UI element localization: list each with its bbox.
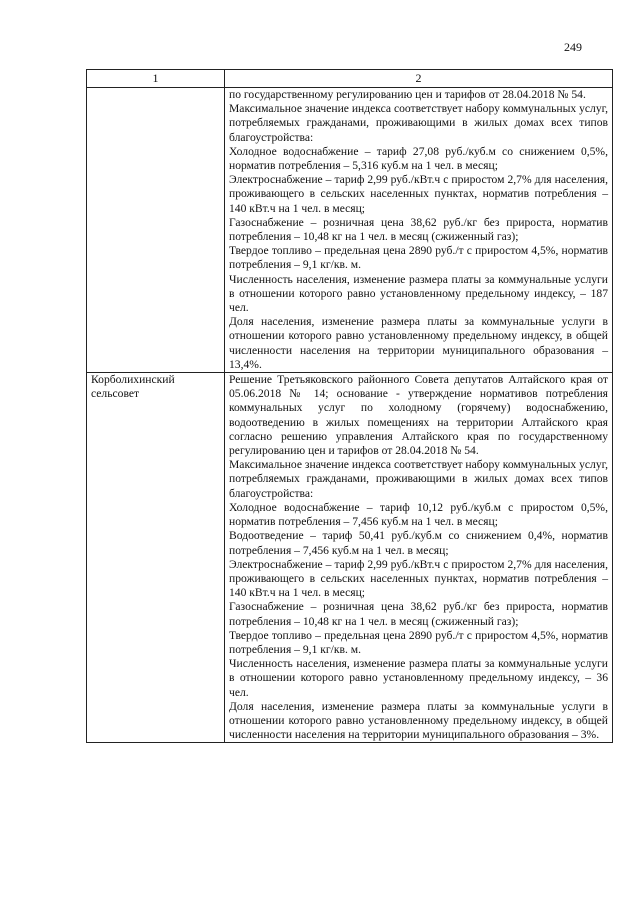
paragraph: Твердое топливо – предельная цена 2890 руб./т с приростом 4,5%, норматив потребления – 9,1 кг/кв. м.	[229, 628, 608, 656]
description-cell	[225, 373, 613, 743]
paragraph: Доля населения, изменение размера платы за коммунальные услуги в отношении которого равно установленному предельному индексу, в общей численности населения на территории муниципального образования – 3%.	[229, 699, 608, 742]
paragraph: Электроснабжение – тариф 2,99 руб./кВт.ч с приростом 2,7% для населения, проживающего в сельских населенных пунктах, норматив потребления – 140 кВт.ч на 1 чел. в месяц;	[229, 173, 608, 215]
column-header-2: 2	[225, 70, 613, 88]
page-number: 249	[564, 40, 582, 54]
paragraph: Численность населения, изменение размера платы за коммунальные услуги в отношении которого равно установленному предельному индексу, – 187 чел.	[229, 272, 608, 315]
paragraph: Численность населения, изменение размера платы за коммунальные услуги в отношении которого равно установленному предельному индексу, – 36 чел.	[229, 657, 608, 699]
municipality-cell	[87, 88, 225, 373]
paragraph: Максимальное значение индекса соответствует набору коммунальных услуг, потребляемых гражданами, проживающими в жилых домах всех типов благоустройства:	[229, 458, 608, 500]
column-header-1: 1	[87, 70, 225, 88]
paragraph: Холодное водоснабжение – тариф 10,12 руб./куб.м с приростом 0,5%, норматив потребления – 7,456 куб.м на 1 чел. в месяц;	[229, 500, 608, 529]
paragraph: Водоотведение – тариф 50,41 руб./куб.м со снижением 0,4%, норматив потребления – 7,456 куб.м на 1 чел. в месяц;	[229, 529, 608, 557]
description-cell	[225, 88, 613, 373]
municipality-cell: Корболихинский сельсовет	[87, 373, 225, 743]
paragraph: Газоснабжение – розничная цена 38,62 руб./кг без прироста, норматив потребления – 10,48 кг на 1 чел. в месяц (сжиженный газ);	[229, 600, 608, 628]
paragraph: Газоснабжение – розничная цена 38,62 руб./кг без прироста, норматив потребления – 10,48 кг на 1 чел. в месяц (сжиженный газ);	[229, 215, 608, 244]
paragraph: Электроснабжение – тариф 2,99 руб./кВт.ч с приростом 2,7% для населения, проживающего в сельских населенных пунктах, норматив потребления – 140 кВт.ч на 1 чел. в месяц;	[229, 557, 608, 600]
paragraph: Холодное водоснабжение – тариф 27,08 руб./куб.м со снижением 0,5%, норматив потребления – 5,316 куб.м на 1 чел. в месяц;	[229, 144, 608, 173]
tariff-table	[86, 69, 613, 743]
paragraph: Доля населения, изменение размера платы за коммунальные услуги в отношении которого равно установленному предельному индексу, в общей численности населения на территории муниципального образования – 13,4%.	[229, 315, 608, 371]
paragraph: Твердое топливо – предельная цена 2890 руб./т с приростом 4,5%, норматив потребления – 9,1 кг/кв. м.	[229, 244, 608, 272]
paragraph: Решение Третьяковского районного Совета депутатов Алтайского края от 05.06.2018 № 14; основание - утверждение нормативов потребления коммунальных услуг по холодному (горячему) водоснабжению, водоотведению в жилых помещениях на территории Алтайского края согласно решению управления Алтайского края по государственному регулированию цен и тарифов от 28.04.2018 № 54.	[229, 373, 608, 458]
paragraph: по государственному регулированию цен и тарифов от 28.04.2018 № 54.	[229, 88, 586, 101]
table-header-row	[87, 70, 613, 88]
table-row	[87, 88, 613, 373]
table-row	[87, 373, 613, 743]
paragraph: Максимальное значение индекса соответствует набору коммунальных услуг, потребляемых гражданами, проживающими в жилых домах всех типов благоустройства:	[229, 102, 608, 144]
